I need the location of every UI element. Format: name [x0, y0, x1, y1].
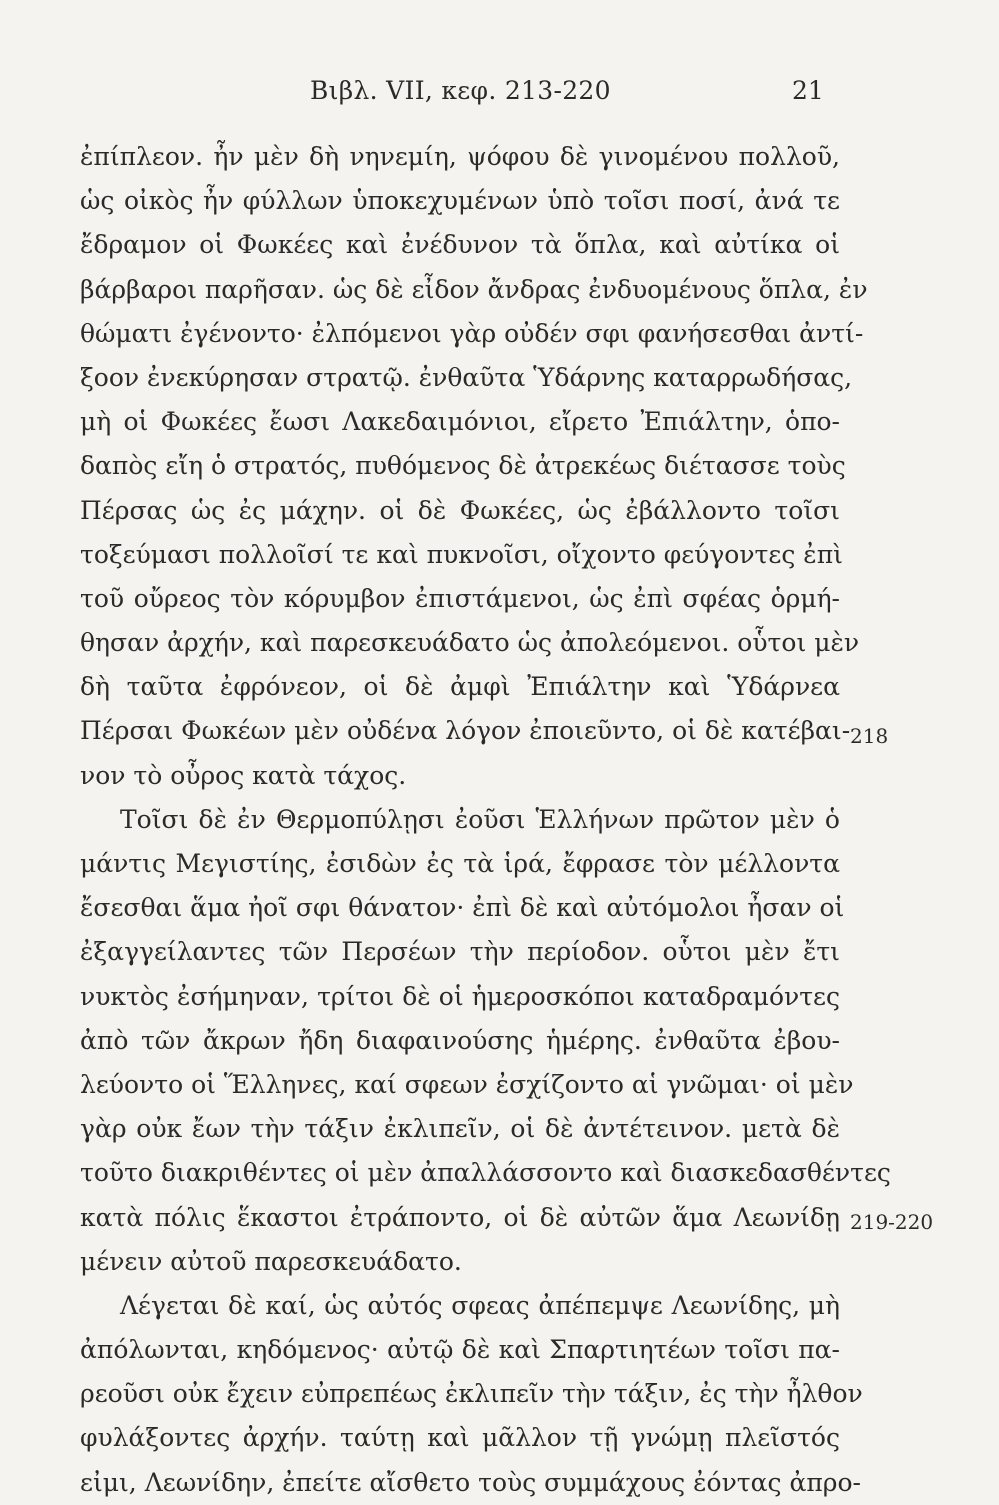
text-line: ξοον ἐνεκύρησαν στρατῷ. ἐνθαῦτα Ὑδάρνης καταρρωδήσας,	[80, 362, 853, 392]
text-line: μάντις Μεγιστίης, ἐσιδὼν ἐς τὰ ἱρά, ἔφρασε τὸν μέλλοντα	[80, 849, 840, 878]
text-line: Πέρσας ὡς ἐς μάχην. οἱ δὲ Φωκέες, ὡς ἐβάλλοντο τοῖσι	[80, 495, 840, 525]
text-line: ὡς οἰκὸς ἦν φύλλων ὑποκεχυμένων ὑπὸ τοῖσι ποσί, ἀνά τε	[80, 186, 840, 216]
text-line: Τοῖσι δὲ ἐν Θερμοπύλῃσι ἐοῦσι Ἑλλήνων πρῶτον μὲν ὁ	[120, 804, 840, 834]
text-line: βάρβαροι παρῆσαν. ὡς δὲ εἶδον ἄνδρας ἐνδυομένους ὅπλα, ἐν	[80, 274, 868, 304]
text-line: ἀπόλωνται, κηδόμενος· αὐτῷ δὲ καὶ Σπαρτιητέων τοῖσι πα-	[80, 1335, 840, 1365]
text-line: δὴ ταῦτα ἐφρόνεον, οἱ δὲ ἀμφὶ Ἐπιάλτην καὶ Ὑδάρνεα	[80, 672, 840, 702]
text-line: ἐπίπλεον. ἦν μὲν δὴ νηνεμίη, ψόφου δὲ γινομένου πολλοῦ,	[80, 142, 840, 171]
text-line: ἀπὸ τῶν ἄκρων ἤδη διαφαινούσης ἡμέρης. ἐνθαῦτα ἐβου-	[80, 1025, 840, 1055]
text-line: τοῦ οὔρεος τὸν κόρυμβον ἐπιστάμενοι, ὡς ἐπὶ σφέας ὁρμή-	[80, 583, 840, 613]
text-line: μὴ οἱ Φωκέες ἔωσι Λακεδαιμόνιοι, εἴρετο Ἐπιάλτην, ὁπο-	[80, 407, 840, 437]
text-line: Λέγεται δὲ καί, ὡς αὐτός σφεας ἀπέπεμψε Λεωνίδης, μὴ	[120, 1290, 840, 1320]
text-line: τοῦτο διακριθέντες οἱ μὲν ἀπαλλάσσοντο καὶ διασκεδασθέντες	[80, 1158, 891, 1188]
running-head-title: Βιβλ. VII, κεφ. 213-220	[310, 76, 611, 105]
chapter-margin-note: 218	[850, 724, 889, 748]
text-line: λεύοντο οἱ Ἕλληνες, καί σφεων ἐσχίζοντο αἱ γνῶμαι· οἱ μὲν	[80, 1069, 854, 1099]
text-line: Πέρσαι Φωκέων μὲν οὐδένα λόγον ἐποιεῦντο, οἱ δὲ κατέβαι-	[80, 716, 851, 746]
text-line: δαπὸς εἴη ὁ στρατός, πυθόμενος δὲ ἀτρεκέως διέτασσε τοὺς	[80, 451, 846, 481]
text-line: τοξεύμασι πολλοῖσί τε καὶ πυκνοῖσι, οἴχοντο φεύγοντες ἐπὶ	[80, 539, 843, 569]
text-line: ρεοῦσι οὐκ ἔχειν εὐπρεπέως ἐκλιπεῖν τὴν τάξιν, ἐς τὴν ἦλθον	[80, 1379, 863, 1409]
text-line: μένειν αὐτοῦ παρεσκευάδατο.	[80, 1246, 462, 1276]
running-head	[0, 76, 999, 108]
text-line: φυλάξοντες ἀρχήν. ταύτῃ καὶ μᾶλλον τῇ γνώμῃ πλεῖστός	[80, 1423, 840, 1453]
text-line: ἔσεσθαι ἅμα ἠοῖ σφι θάνατον· ἐπὶ δὲ καὶ αὐτόμολοι ἦσαν οἱ	[80, 893, 845, 923]
text-line: θώματι ἐγένοντο· ἐλπόμενοι γὰρ οὐδέν σφι φανήσεσθαι ἀντί-	[80, 318, 864, 348]
page-number: 21	[792, 76, 824, 105]
text-line: θησαν ἀρχήν, καὶ παρεσκευάδατο ὡς ἀπολεόμενοι. οὗτοι μὲν	[80, 628, 860, 658]
text-line: νον τὸ οὖρος κατὰ τάχος.	[80, 760, 407, 790]
text-line: γὰρ οὐκ ἔων τὴν τάξιν ἐκλιπεῖν, οἱ δὲ ἀντέτεινον. μετὰ δὲ	[80, 1114, 840, 1144]
chapter-margin-note: 219-220	[850, 1210, 934, 1234]
text-line: εἰμι, Λεωνίδην, ἐπείτε αἴσθετο τοὺς συμμάχους ἐόντας ἀπρο-	[80, 1467, 861, 1497]
text-line: νυκτὸς ἐσήμηναν, τρίτοι δὲ οἱ ἡμεροσκόποι καταδραμόντες	[80, 981, 840, 1011]
text-line: κατὰ πόλις ἕκαστοι ἐτράποντο, οἱ δὲ αὐτῶν ἅμα Λεωνίδῃ	[80, 1202, 840, 1232]
text-line: ἔδραμον οἱ Φωκέες καὶ ἐνέδυνον τὰ ὅπλα, καὶ αὐτίκα οἱ	[80, 230, 840, 260]
text-line: ἐξαγγείλαντες τῶν Περσέων τὴν περίοδον. οὗτοι μὲν ἔτι	[80, 937, 840, 967]
